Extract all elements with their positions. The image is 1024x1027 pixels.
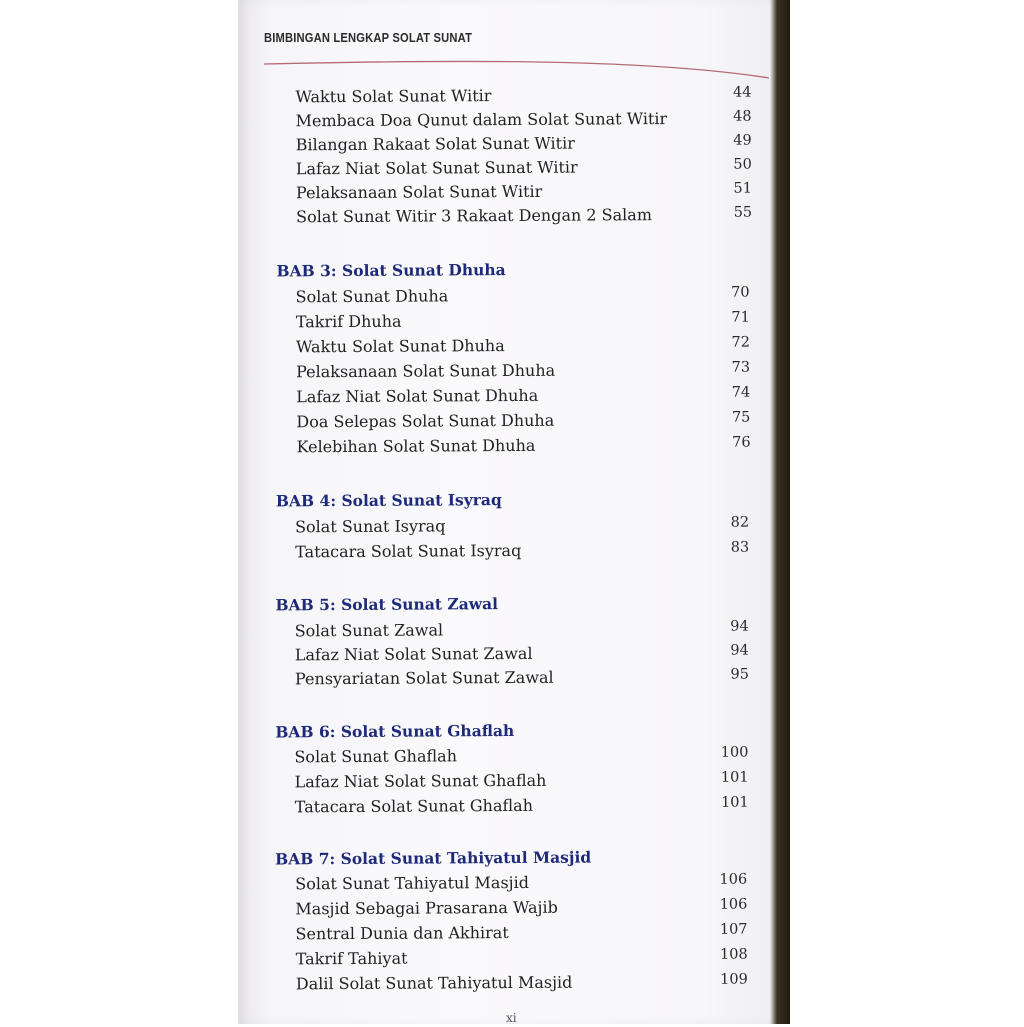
toc-entry: [296, 947, 752, 972]
toc-entry-page: 73: [731, 359, 751, 376]
toc-entry-page: 94: [730, 618, 749, 635]
toc-entry-page: 101: [720, 794, 749, 811]
toc-entry-title: Pensyariatan Solat Sunat Zawal: [294, 667, 554, 689]
toc-entry-title: Solat Sunat Witir 3 Rakaat Dengan 2 Salam: [296, 205, 653, 227]
toc-entry-page: 44: [732, 84, 752, 101]
toc-entry-title: Takrif Dhuha: [295, 311, 402, 332]
toc-entry: [295, 85, 751, 110]
toc-entry-page: 71: [731, 309, 750, 326]
toc-entry-page: 106: [719, 871, 748, 888]
toc-entry-page: 74: [731, 384, 751, 401]
toc-entry: [295, 667, 751, 692]
toc-entry: [296, 385, 752, 410]
toc-entry: [296, 133, 752, 158]
toc-entry: [295, 515, 751, 540]
toc-entry: [296, 410, 752, 435]
toc-entry: [296, 335, 752, 360]
toc-entry-title: Membaca Doa Qunut dalam Solat Sunat Witir: [295, 109, 668, 131]
toc-entry-page: 51: [733, 180, 753, 197]
toc-entry: [296, 181, 752, 206]
toc-entry-title: Tatacara Solat Sunat Ghaflah: [294, 795, 534, 817]
toc-entry-title: Bilangan Rakaat Solat Sunat Witir: [295, 133, 575, 155]
toc-entry: [295, 619, 751, 644]
toc-entry-title: Lafaz Niat Solat Sunat Zawal: [294, 643, 533, 665]
toc-entry-page: 107: [719, 921, 748, 938]
toc-entry-title: Waktu Solat Sunat Dhuha: [295, 336, 505, 357]
toc-entry: [295, 922, 751, 947]
page-number: xi: [506, 1011, 517, 1025]
toc-entry-page: 100: [720, 744, 749, 761]
toc-entry-page: 94: [730, 642, 749, 659]
toc-entry-page: 108: [719, 946, 748, 963]
chapter-heading: BAB 6: Solat Sunat Ghaflah: [275, 720, 515, 742]
toc-entry-page: 106: [719, 896, 748, 913]
toc-entry: [295, 795, 751, 820]
toc-entry-title: Tatacara Solat Sunat Isyraq: [295, 540, 522, 562]
running-head: BIMBINGAN LENGKAP SOLAT SUNAT: [264, 30, 473, 45]
toc-entry-title: Doa Selepas Solat Sunat Dhuha: [296, 410, 555, 432]
toc-entry: [295, 770, 751, 795]
toc-entry-page: 70: [731, 284, 750, 301]
toc-entry: [295, 643, 751, 668]
toc-entry-title: Lafaz Niat Solat Sunat Ghaflah: [294, 770, 547, 792]
toc-entry-title: Dalil Solat Sunat Tahiyatul Masjid: [295, 972, 573, 994]
toc-entry: [294, 745, 750, 770]
toc-entry-page: 55: [733, 204, 753, 221]
toc-entry: [295, 897, 751, 922]
toc-entry-title: Solat Sunat Isyraq: [294, 516, 446, 537]
toc-entry-page: 83: [730, 539, 750, 556]
toc-entry-page: 109: [720, 971, 748, 988]
chapter-heading: BAB 3: Solat Sunat Dhuha: [276, 260, 506, 281]
chapter-heading: BAB 7: Solat Sunat Tahiyatul Masjid: [275, 847, 592, 869]
chapter-heading: BAB 4: Solat Sunat Isyraq: [275, 490, 502, 511]
toc-entry-page: 75: [731, 409, 751, 426]
toc-entry-title: Pelaksanaan Solat Sunat Witir: [295, 181, 543, 203]
toc-entry-title: Takrif Tahiyat: [295, 948, 408, 969]
toc-entry: [296, 285, 752, 310]
toc-entry: [296, 435, 752, 460]
toc-entry-title: Pelaksanaan Solat Sunat Dhuha: [296, 360, 556, 382]
toc-entry-title: Sentral Dunia dan Akhirat: [295, 923, 509, 944]
toc-entry-page: 82: [730, 514, 750, 531]
chapter-heading: BAB 5: Solat Sunat Zawal: [275, 594, 499, 615]
toc-entry-title: Kelebihan Solat Sunat Dhuha: [296, 435, 536, 457]
toc-entry: [295, 872, 751, 897]
toc-entry-title: Solat Sunat Tahiyatul Masjid: [295, 872, 530, 894]
toc-entry-title: Lafaz Niat Solat Sunat Sunat Witir: [295, 157, 578, 179]
toc-entry-title: Solat Sunat Ghaflah: [294, 746, 458, 767]
toc-entry: [295, 109, 751, 134]
toc-entry: [296, 157, 752, 182]
toc-entry-title: Solat Sunat Zawal: [294, 620, 444, 641]
toc-entry-page: 76: [732, 434, 751, 451]
toc-entry: [296, 205, 752, 230]
toc-entry-page: 95: [730, 666, 749, 683]
toc-entry-page: 48: [733, 108, 752, 125]
toc-entry-title: Waktu Solat Sunat Witir: [295, 86, 492, 107]
toc-entry: [296, 360, 752, 385]
toc-entry-page: 72: [731, 334, 750, 351]
toc-entry-page: 101: [720, 769, 749, 786]
toc-entry: [296, 972, 752, 997]
toc-entry-title: Lafaz Niat Solat Sunat Dhuha: [296, 385, 539, 407]
toc-entry-title: Solat Sunat Dhuha: [295, 286, 449, 307]
toc-entry-page: 49: [733, 132, 752, 149]
toc-entry-title: Masjid Sebagai Prasarana Wajib: [295, 897, 558, 919]
toc-entry: [295, 540, 751, 565]
toc-entry: [296, 310, 752, 335]
toc-entry-page: 50: [733, 156, 752, 173]
